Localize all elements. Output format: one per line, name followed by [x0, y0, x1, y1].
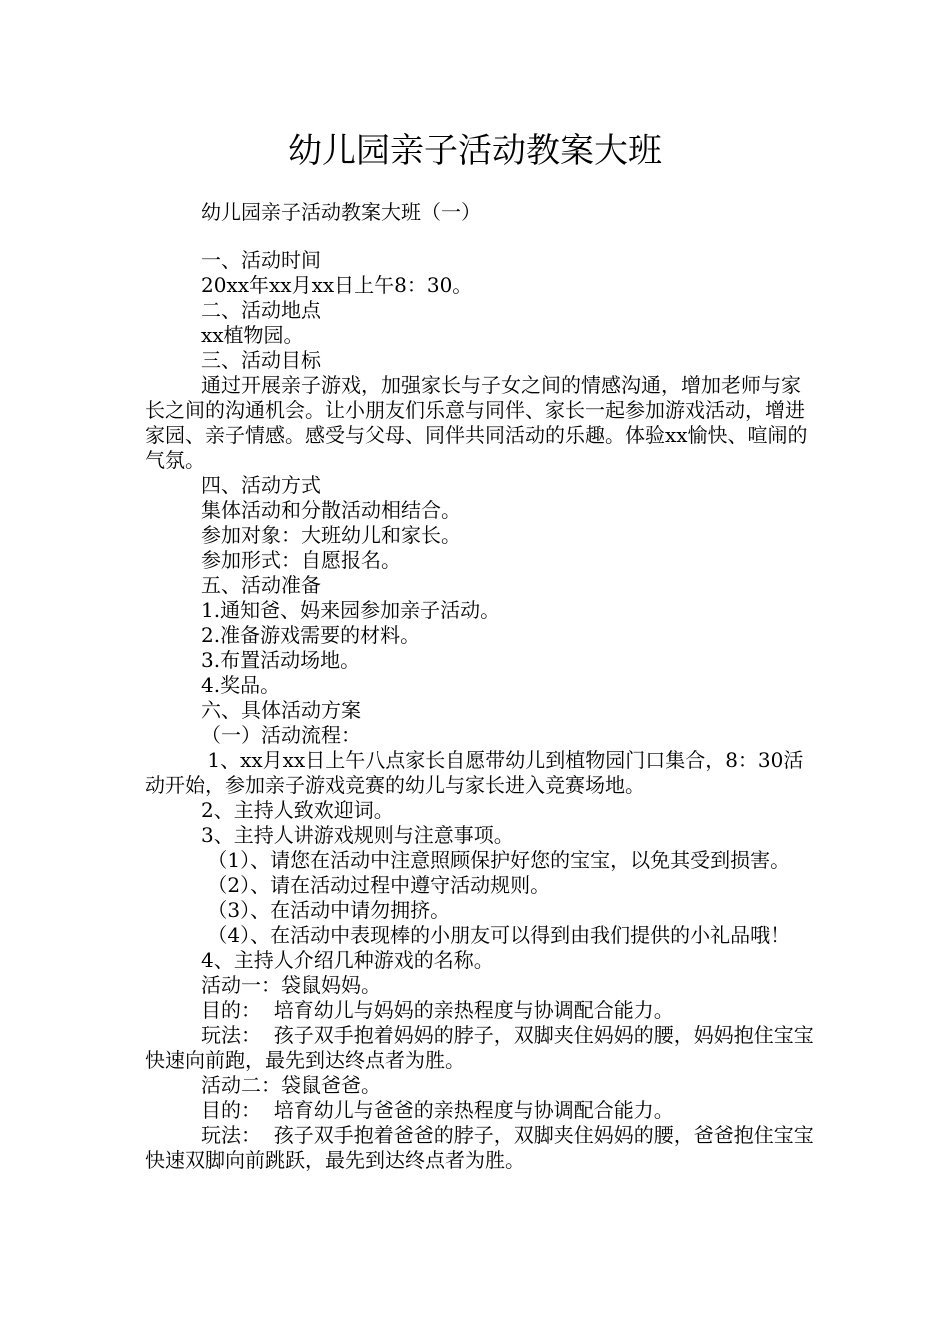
- paragraph: 六、具体活动方案: [201, 698, 361, 722]
- paragraph: 3.布置活动场地。: [201, 648, 361, 672]
- paragraph: 集体活动和分散活动相结合。: [201, 498, 461, 522]
- paragraph: 2、主持人致欢迎词。: [201, 798, 394, 822]
- paragraph: 目的： 培育幼儿与妈妈的亲热程度与协调配合能力。: [201, 998, 674, 1022]
- paragraph: 二、活动地点: [201, 298, 321, 322]
- paragraph: （4）、在活动中表现棒的小朋友可以得到由我们提供的小礼品哦！: [201, 923, 791, 947]
- paragraph: 1、xx月xx日上午八点家长自愿带幼儿到植物园门口集合，8：30活动开始，参加亲子游戏竞赛的幼儿与家长进入竞赛场地。: [145, 748, 804, 797]
- paragraph: 玩法： 孩子双手抱着妈妈的脖子，双脚夹住妈妈的腰，妈妈抱住宝宝快速向前跑，最先到达终点者为胜。: [145, 1023, 814, 1072]
- section-subtitle: 幼儿园亲子活动教案大班（一）: [201, 200, 481, 224]
- document-body: [145, 248, 815, 1173]
- paragraph: 3、主持人讲游戏规则与注意事项。: [201, 823, 514, 847]
- paragraph: 三、活动目标: [201, 348, 321, 372]
- paragraph: 目的： 培育幼儿与爸爸的亲热程度与协调配合能力。: [201, 1098, 674, 1122]
- paragraph: 2.准备游戏需要的材料。: [201, 623, 421, 647]
- paragraph: 五、活动准备: [201, 573, 321, 597]
- paragraph: （一）活动流程：: [201, 723, 361, 747]
- paragraph: 1.通知爸、妈来园参加亲子活动。: [201, 598, 501, 622]
- paragraph: 4、主持人介绍几种游戏的名称。: [201, 948, 494, 972]
- paragraph: 通过开展亲子游戏，加强家长与子女之间的情感沟通，增加老师与家长之间的沟通机会。让小朋友们乐意与同伴、家长一起参加游戏活动，增进家园、亲子情感。感受与父母、同伴共同活动的乐趣。体验xx愉快、喧闹的气氛。: [145, 373, 808, 472]
- paragraph: （1）、请您在活动中注意照顾保护好您的宝宝，以免其受到损害。: [201, 848, 791, 872]
- paragraph: 活动一：袋鼠妈妈。: [201, 973, 381, 997]
- paragraph: 活动二：袋鼠爸爸。: [201, 1073, 381, 1097]
- paragraph: 参加形式：自愿报名。: [201, 548, 401, 572]
- paragraph: （3）、在活动中请勿拥挤。: [201, 898, 451, 922]
- paragraph: 一、活动时间: [201, 248, 321, 272]
- paragraph: 四、活动方式: [201, 473, 321, 497]
- paragraph: 20xx年xx月xx日上午8：30。: [201, 273, 473, 297]
- page-title: 幼儿园亲子活动教案大班: [288, 131, 662, 171]
- paragraph: 4.奖品。: [201, 673, 281, 697]
- paragraph: 玩法： 孩子双手抱着爸爸的脖子，双脚夹住妈妈的腰，爸爸抱住宝宝快速双脚向前跳跃，最先到达终点者为胜。: [145, 1123, 814, 1172]
- paragraph: 参加对象：大班幼儿和家长。: [201, 523, 461, 547]
- paragraph: （2）、请在活动过程中遵守活动规则。: [201, 873, 551, 897]
- paragraph: xx植物园。: [201, 323, 304, 347]
